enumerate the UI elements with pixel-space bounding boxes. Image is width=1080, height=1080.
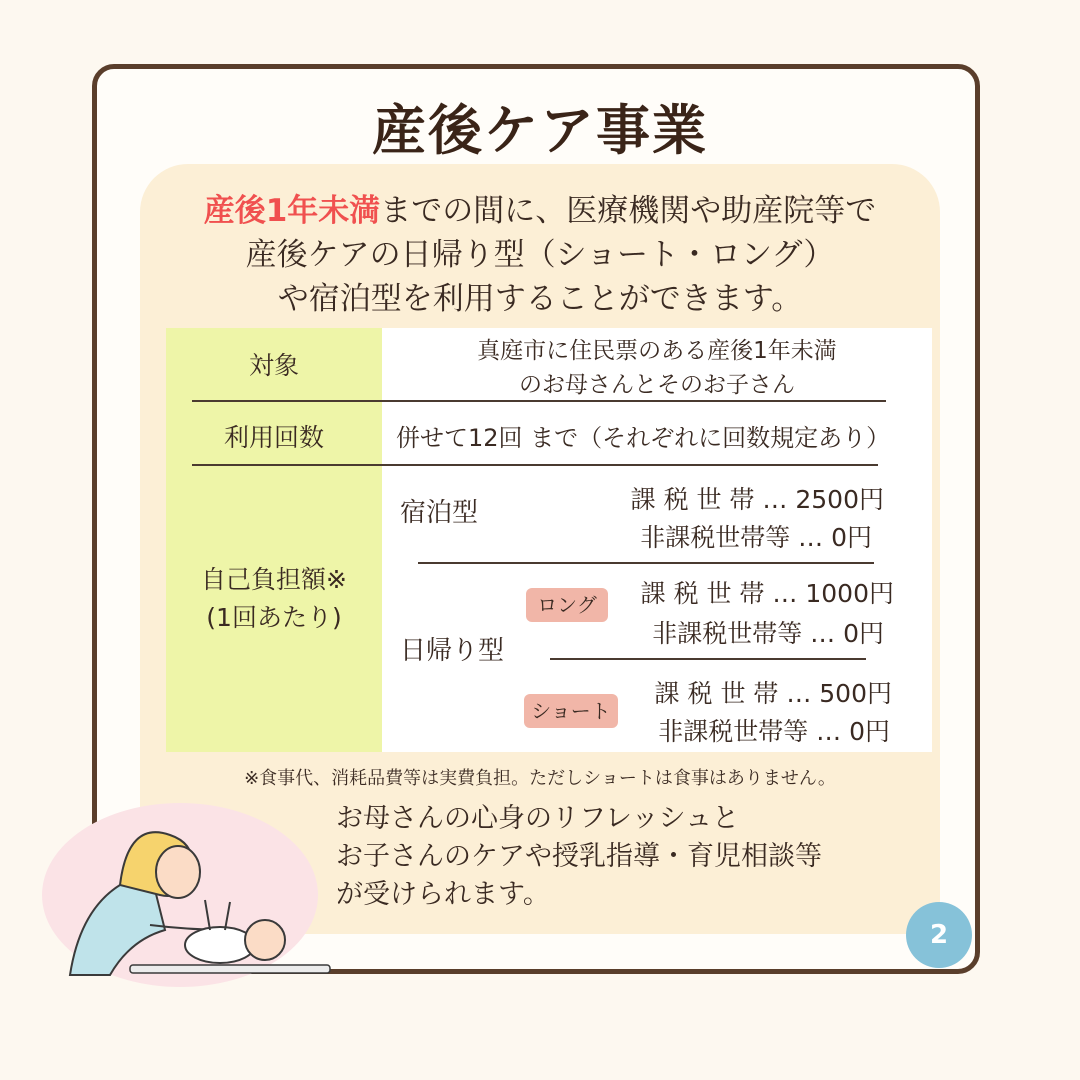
page-title: 産後ケア事業 <box>372 99 708 162</box>
short-taxed: 課 税 世 帯 … 500円 <box>654 679 892 708</box>
stay-nontaxed: 非課税世帯等 … 0円 <box>640 523 872 552</box>
closing-text <box>336 800 822 914</box>
divider <box>192 464 878 466</box>
mother-baby-illustration <box>40 790 340 990</box>
intro-accent: 産後1年未満 <box>203 193 381 229</box>
short-nontaxed: 非課税世帯等 … 0円 <box>658 717 890 746</box>
closing-line-2: お子さんのケアや授乳指導・育児相談等 <box>336 841 822 872</box>
cost-label-1: 自己負担額※ <box>201 565 347 594</box>
page-number-badge: 2 <box>906 902 972 968</box>
count-value: 併せて12回 まで（それぞれに回数規定あり） <box>396 424 891 452</box>
long-tag: ロング <box>526 588 608 622</box>
closing-line-1: お母さんの心身のリフレッシュと <box>336 803 740 834</box>
intro-line-2: 産後ケアの日帰り型（ショート・ロング） <box>245 237 835 273</box>
short-tag: ショート <box>524 694 618 728</box>
intro-line-1 <box>140 186 940 236</box>
label-column <box>166 328 382 752</box>
target-value-2: のお母さんとそのお子さん <box>519 372 795 398</box>
divider <box>192 400 886 402</box>
cost-label-2: (1回あたり) <box>206 603 342 632</box>
target-label: 対象 <box>248 351 299 380</box>
mother-face <box>156 846 200 898</box>
target-value-1: 真庭市に住民票のある産後1年未満 <box>477 338 837 364</box>
baby-head <box>245 920 285 960</box>
baby-body <box>185 927 255 963</box>
info-table <box>166 328 932 752</box>
divider <box>418 562 874 564</box>
stay-label: 宿泊型 <box>400 498 479 528</box>
intro-line-3: や宿泊型を利用することができます。 <box>277 281 803 317</box>
closing-line-3: が受けられます。 <box>336 879 550 910</box>
footnote: ※食事代、消耗品費等は実費負担。ただしショートは食事はありません。 <box>244 768 836 789</box>
divider <box>550 658 866 660</box>
stay-taxed: 課 税 世 帯 … 2500円 <box>630 485 884 514</box>
long-taxed: 課 税 世 帯 … 1000円 <box>640 579 894 608</box>
count-label: 利用回数 <box>223 423 324 452</box>
changing-mat <box>130 965 330 973</box>
long-nontaxed: 非課税世帯等 … 0円 <box>652 619 884 648</box>
day-label: 日帰り型 <box>400 636 505 666</box>
intro-line-1-text: までの間に、医療機関や助産院等で <box>380 193 877 229</box>
